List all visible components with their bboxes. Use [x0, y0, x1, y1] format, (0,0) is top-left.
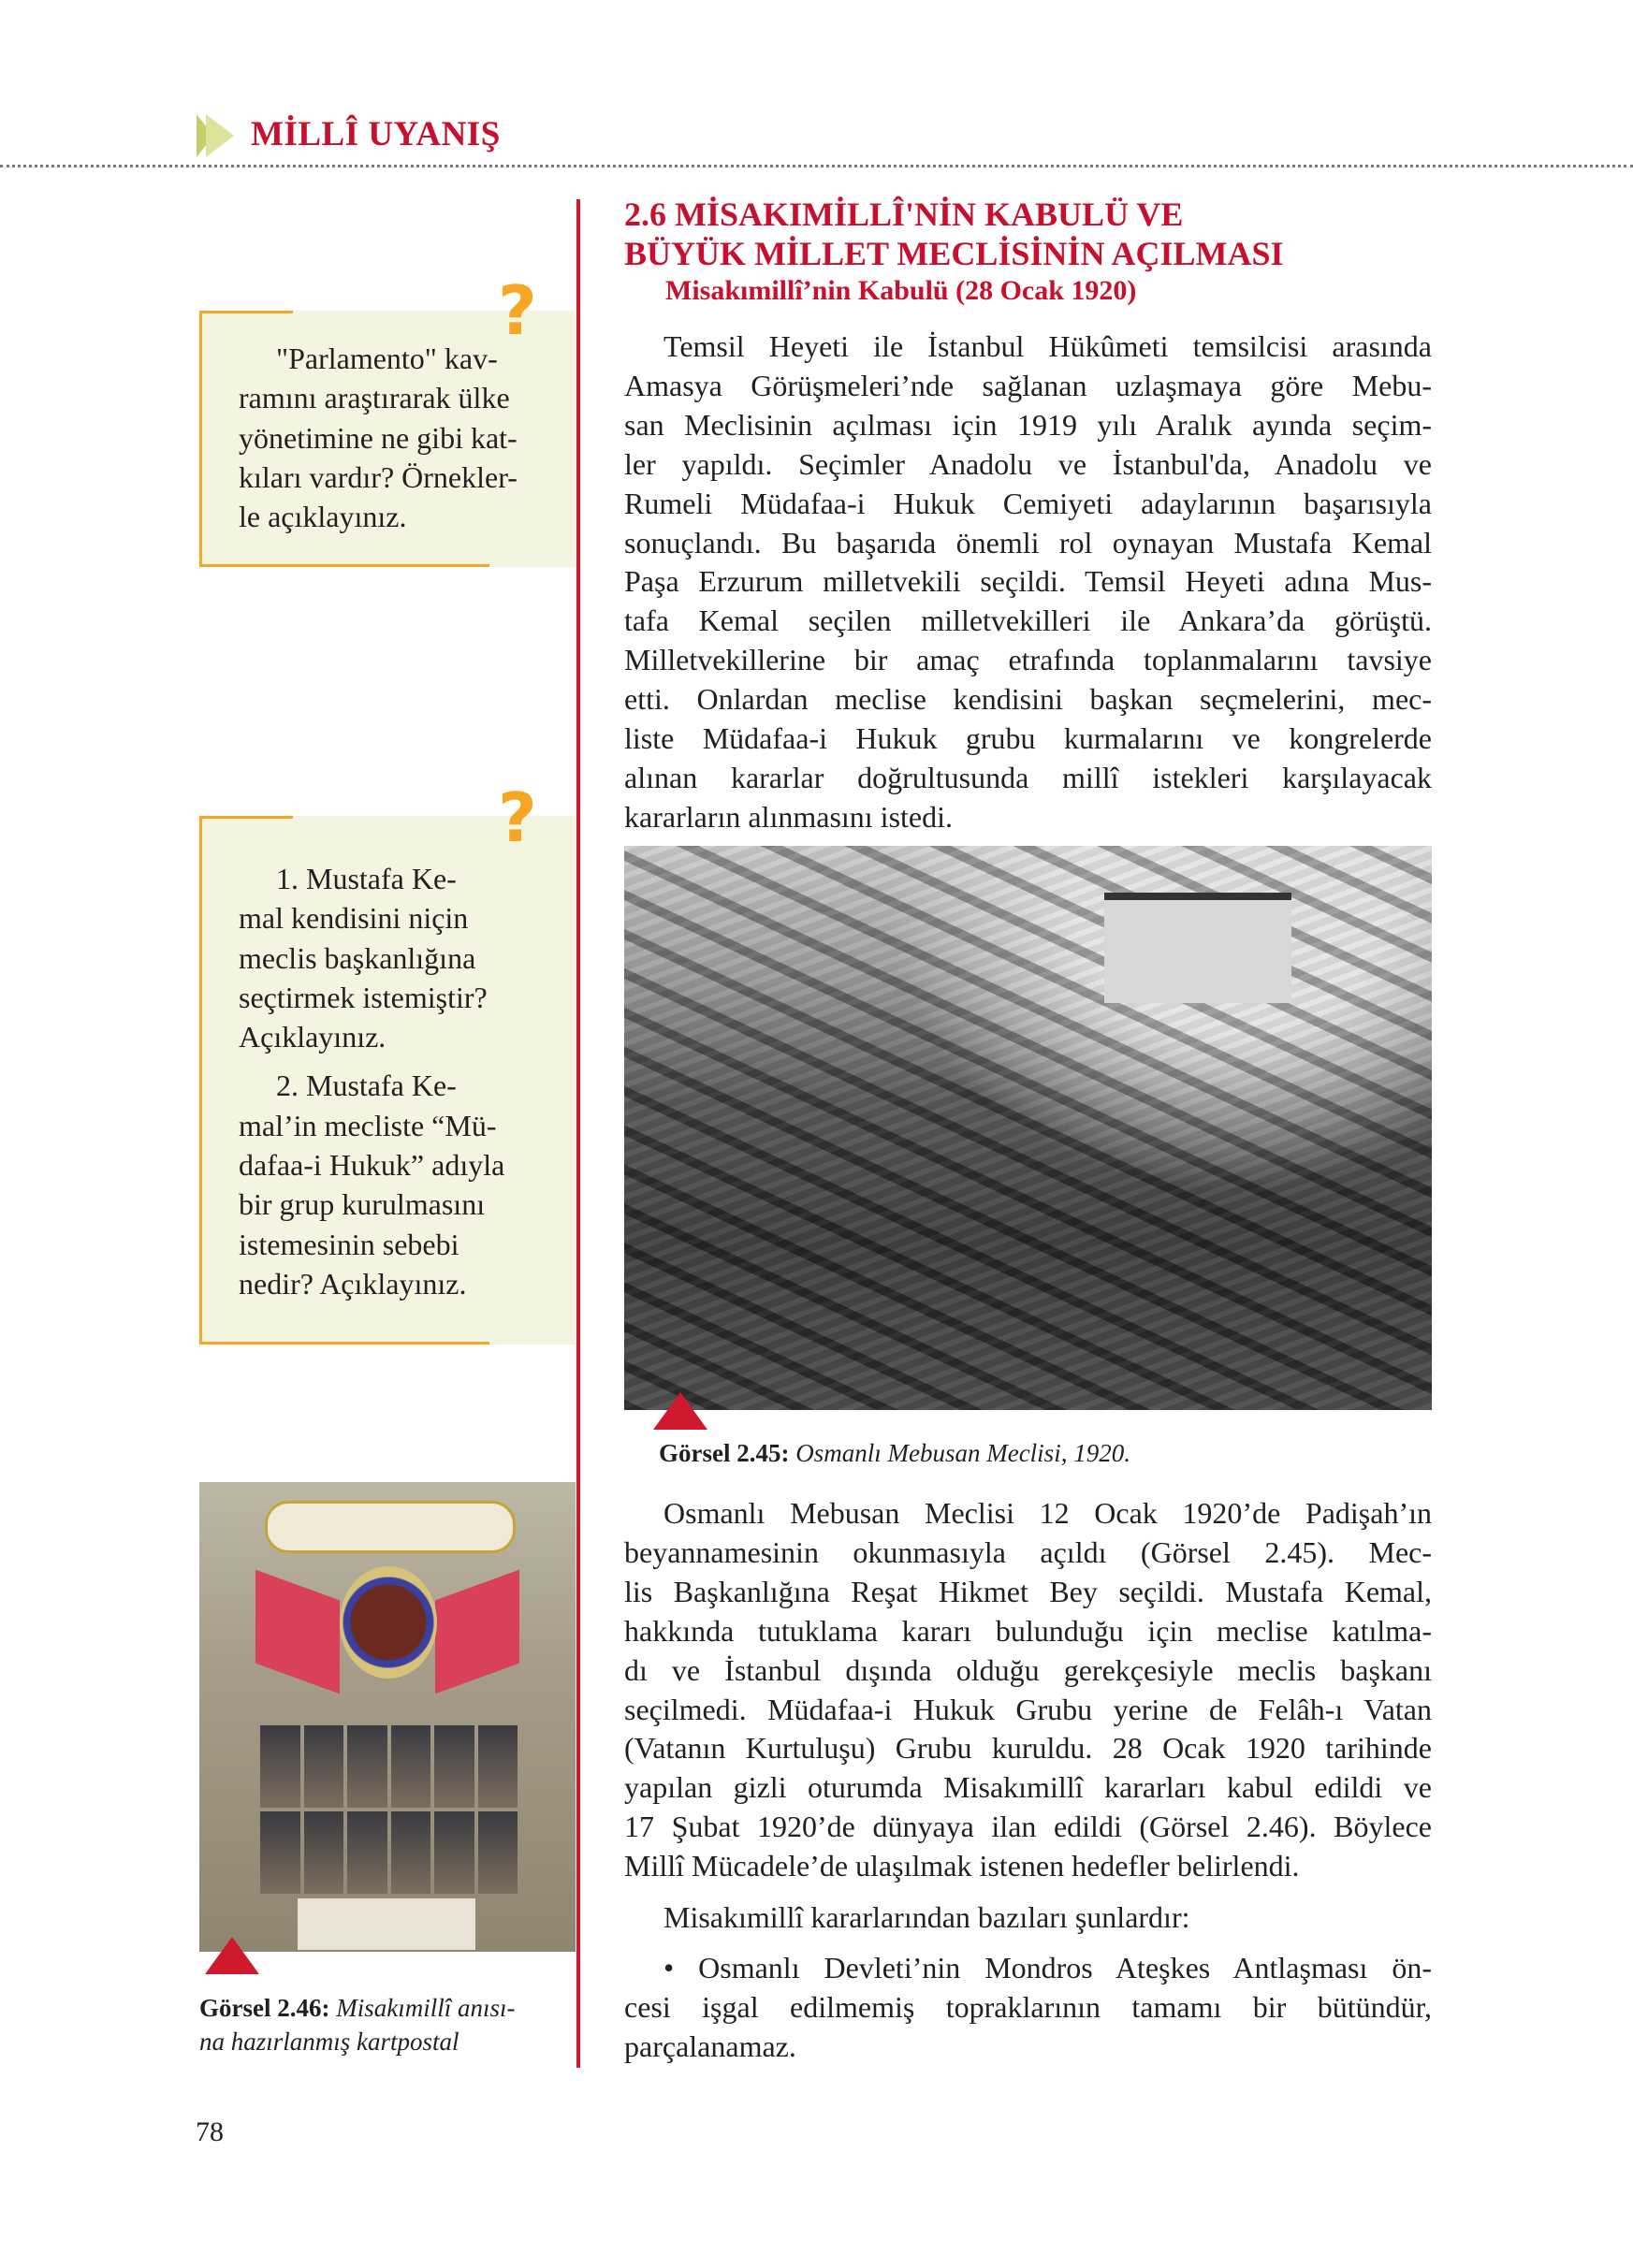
text-line: beyannamesinin okunmasıyla açıldı (Görsel 2.45). Mec-: [624, 1534, 1432, 1569]
figure-caption-2-45: [659, 1439, 1130, 1468]
text-line: ramını araştırarak ülke: [239, 381, 510, 415]
section-header: MİLLÎ UYANIŞ: [251, 115, 501, 153]
photo-texture: [624, 846, 1432, 1410]
text-line: yapılan gizli oturumda Misakımillî kararları kabul edildi ve: [624, 1770, 1432, 1805]
text-line: kıları vardır? Örnekler-: [239, 459, 518, 494]
text-line: Millî Mücadele’de ulaşılmak istenen hedefler belirlendi.: [624, 1849, 1300, 1883]
chapter-title: [624, 195, 1283, 273]
text-line: Milletvekillerine bir amaç etrafında toplanmalarını tavsiye: [624, 643, 1432, 677]
text-line: sonuçlandı. Bu başarıda önemli rol oynayan Mustafa Kemal: [624, 525, 1432, 560]
paragraph-1: [624, 327, 1432, 837]
chapter-title-line1: 2.6 MİSAKIMİLLÎ'NİN KABULÜ VE: [624, 196, 1184, 233]
portrait: [391, 1725, 431, 1808]
figure-caption-2-46: [199, 1991, 515, 2058]
text-line: parçalanamaz.: [624, 2028, 796, 2063]
text-line: Temsil Heyeti ile İstanbul Hükûmeti temsilcisi arasında: [663, 329, 1432, 363]
text-line: kararların alınmasını istedi.: [624, 799, 953, 834]
text-line: liste Müdafaa-i Hukuk grubu kurmalarını ve kongrelerde: [624, 721, 1432, 756]
text-line: alınan kararlar doğrultusunda millî istekleri karşılayacak: [624, 760, 1432, 794]
flag-right: [435, 1570, 519, 1694]
text-line: ler yapıldı. Seçimler Anadolu ve İstanbul'da, Anadolu ve: [624, 446, 1432, 481]
paragraph-3: [624, 1898, 1432, 1938]
text-line: etti. Onlardan meclise kendisini başkan seçmelerini, mec-: [624, 682, 1432, 717]
portrait: [304, 1725, 344, 1808]
question-text: [239, 339, 518, 536]
portrait-medallion: [340, 1566, 437, 1679]
page-number: 78: [196, 2116, 224, 2147]
text-line: seçtirmek istemiştir?: [239, 980, 488, 1014]
text-line: cesi işgal edilmemiş topraklarının tamamı bir bütündür,: [624, 1989, 1432, 2024]
box-border-top: [199, 311, 293, 313]
figure-label: Görsel 2.45:: [659, 1439, 790, 1467]
text-line: yönetimine ne gibi kat-: [239, 420, 518, 455]
column-divider: [576, 199, 580, 2068]
portrait: [347, 1725, 387, 1808]
box-border-top: [199, 816, 293, 819]
portrait: [304, 1811, 344, 1894]
text-line: • Osmanlı Devleti’nin Mondros Ateşkes Antlaşması ön-: [663, 1951, 1432, 1985]
text-line: Açıklayınız.: [239, 1020, 386, 1054]
text-line: hakkında tutuklama kararı bulunduğu için meclise katılma-: [624, 1613, 1432, 1648]
question-box-2: [199, 816, 576, 1345]
figure-caption-text: Misakımillî anısı-: [329, 1994, 516, 2022]
postcard-text-panel: [298, 1898, 475, 1950]
text-line: Rumeli Müdafaa-i Hukuk Cemiyeti adaylarının başarısıyla: [624, 486, 1432, 520]
text-line: le açıklayınız.: [239, 500, 407, 534]
portrait: [478, 1811, 518, 1894]
text-line: "Parlamento" kav-: [276, 342, 498, 375]
photo-gallery-balcony: [1104, 893, 1291, 1003]
box-border-left: [199, 311, 202, 567]
question-text: [239, 859, 504, 1303]
question-mark-icon: ?: [498, 271, 537, 350]
text-line: nedir? Açıklayınız.: [239, 1266, 467, 1301]
postcard-banner: [265, 1501, 516, 1553]
text-line: 17 Şubat 1920’de dünyaya ilan edildi (Görsel 2.46). Böylece: [624, 1810, 1432, 1844]
text-line: tafa Kemal seçilen milletvekilleri ile Ankara’da görüştü.: [624, 603, 1432, 638]
flag-left: [255, 1570, 340, 1694]
text-line: san Meclisinin açılması için 1919 yılı Aralık ayında seçim-: [624, 407, 1432, 442]
question-mark-icon: ?: [498, 778, 537, 857]
text-line: 1. Mustafa Ke-: [276, 862, 457, 895]
portrait: [260, 1725, 300, 1808]
portrait: [434, 1811, 474, 1894]
section-subtitle: Misakımillî’nin Kabulü (28 Ocak 1920): [665, 275, 1137, 306]
paragraph-2: [624, 1494, 1432, 1886]
text-line: Paşa Erzurum milletvekili seçildi. Temsil Heyeti adına Mus-: [624, 564, 1432, 599]
parliament-photo: [624, 846, 1432, 1410]
figure-label: Görsel 2.46:: [199, 1994, 330, 2022]
portrait: [434, 1725, 474, 1808]
text-line: Amasya Görüşmeleri’nde sağlanan uzlaşmaya göre Mebu-: [624, 368, 1432, 402]
portrait: [347, 1811, 387, 1894]
text-line: dı ve İstanbul dışında olduğu gerekçesiyle meclis başkanı: [624, 1652, 1432, 1687]
text-line: mal’in mecliste “Mü-: [239, 1108, 497, 1142]
text-line: lis Başkanlığına Reşat Hikmet Bey seçildi. Mustafa Kemal,: [624, 1574, 1432, 1608]
bullet-item-1: [624, 1949, 1432, 2067]
figure-caption-text: Osmanlı Mebusan Meclisi, 1920.: [789, 1439, 1130, 1467]
section-arrow-icon: [197, 112, 243, 159]
text-line: mal kendisini niçin: [239, 901, 469, 936]
text-line: bir grup kurulmasını: [239, 1187, 486, 1222]
text-line: seçilmedi. Müdafaa-i Hukuk Grubu yerine de Felâh-ı Vatan: [624, 1692, 1432, 1726]
header-divider: [0, 165, 1633, 167]
portrait-grid: [260, 1725, 518, 1894]
portrait: [260, 1811, 300, 1894]
text-line: istemesinin sebebi: [239, 1227, 459, 1261]
text-line: Misakımillî kararlarından bazıları şunlardır:: [663, 1900, 1190, 1934]
box-border-bottom: [199, 1342, 489, 1345]
figure-marker-icon: [653, 1392, 707, 1430]
box-border-bottom: [199, 564, 489, 567]
text-line: 2. Mustafa Ke-: [276, 1069, 457, 1103]
portrait: [391, 1811, 431, 1894]
text-line: (Vatanın Kurtuluşu) Grubu kuruldu. 28 Ocak 1920 tarihinde: [624, 1731, 1432, 1766]
text-line: meclis başkanlığına: [239, 940, 476, 975]
figure-caption-text: na hazırlanmış kartpostal: [199, 2028, 459, 2056]
misakimilli-postcard-image: [199, 1482, 576, 1952]
text-line: Osmanlı Mebusan Meclisi 12 Ocak 1920’de Padişah’ın: [663, 1496, 1432, 1530]
figure-marker-icon: [205, 1937, 259, 1974]
chapter-title-line2: BÜYÜK MİLLET MECLİSİNİN AÇILMASI: [624, 235, 1284, 272]
box-border-left: [199, 816, 202, 1345]
text-line: dafaa-i Hukuk” adıyla: [239, 1148, 505, 1183]
portrait: [478, 1725, 518, 1808]
